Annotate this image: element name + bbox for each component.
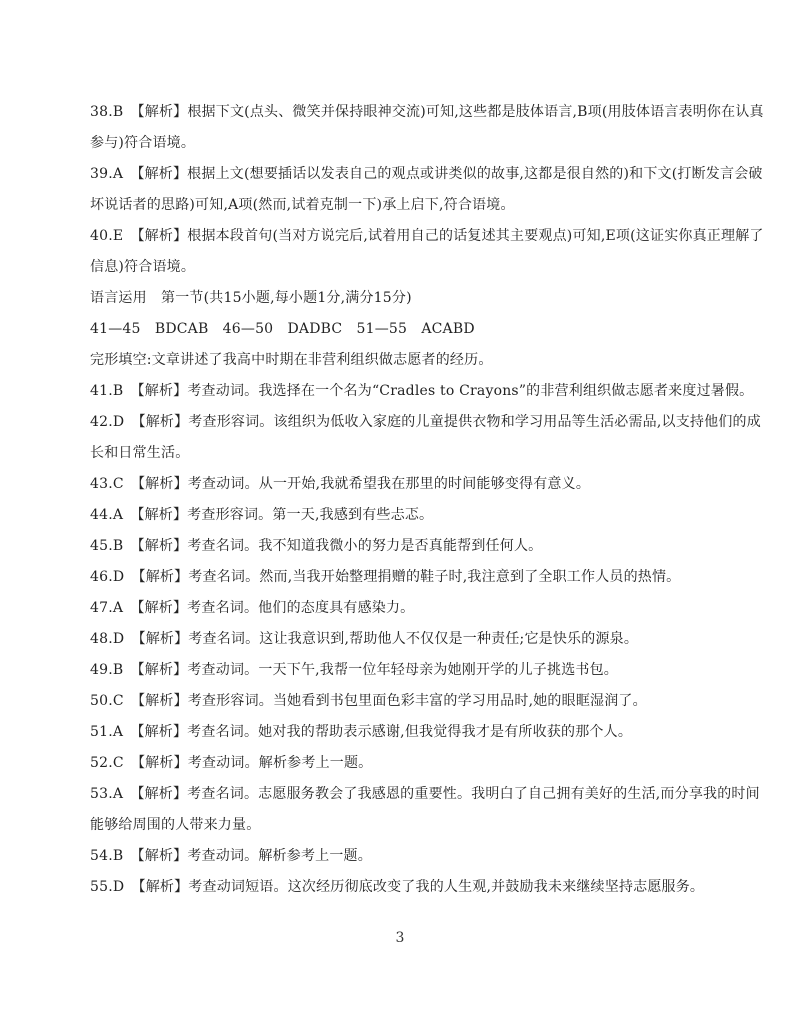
text-line-38-a: 38.B 【解析】根据下文(点头、微笑并保持眼神交流)可知,这些都是肢体语言,B项(用肢体语言表明你在认真 — [90, 104, 764, 120]
text-line-46: 46.D 【解析】考查名词。然而,当我开始整理捐赠的鞋子时,我注意到了全职工作人员的热情。 — [90, 569, 681, 585]
text-line-38-b: 参与)符合语境。 — [90, 135, 196, 151]
cloze-intro: 完形填空:文章讲述了我高中时期在非营利组织做志愿者的经历。 — [90, 352, 493, 368]
page-number: 3 — [395, 930, 405, 946]
text-line-45: 45.B 【解析】考查名词。我不知道我微小的努力是否真能帮到任何人。 — [90, 538, 543, 554]
text-line-54: 54.B 【解析】考查动词。解析参考上一题。 — [90, 848, 372, 864]
text-line-48: 48.D 【解析】考查名词。这让我意识到,帮助他人不仅仅是一种责任;它是快乐的源泉。 — [90, 631, 639, 647]
text-line-42-a: 42.D 【解析】考查形容词。该组织为低收入家庭的儿童提供衣物和学习用品等生活必需品,以支持他们的成 — [90, 414, 761, 430]
section-heading: 语言运用 第一节(共15小题,每小题1分,满分15分) — [90, 290, 412, 306]
text-line-53-a: 53.A 【解析】考查名词。志愿服务教会了我感恩的重要性。我明白了自己拥有美好的生活,而分享我的时间 — [90, 786, 760, 802]
text-line-43: 43.C 【解析】考查动词。从一开始,我就希望我在那里的时间能够变得有意义。 — [90, 476, 591, 492]
text-line-40-a: 40.E 【解析】根据本段首句(当对方说完后,试着用自己的话复述其主要观点)可知,E项(这证实你真正理解了 — [90, 228, 764, 244]
text-line-51: 51.A 【解析】考查名词。她对我的帮助表示感谢,但我觉得我才是有所收获的那个人。 — [90, 724, 633, 740]
answer-key-text — [90, 97, 764, 903]
text-line-47: 47.A 【解析】考查名词。他们的态度具有感染力。 — [90, 600, 415, 616]
text-line-53-b: 能够给周围的人带来力量。 — [90, 817, 261, 833]
text-line-55: 55.D 【解析】考查动词短语。这次经历彻底改变了我的人生观,并鼓励我未来继续坚持志愿服务。 — [90, 879, 705, 895]
text-line-41: 41.B 【解析】考查动词。我选择在一个名为“Cradles to Crayons”的非营利组织做志愿者来度过暑假。 — [90, 383, 754, 399]
text-line-39-b: 坏说话者的思路)可知,A项(然而,试着克制一下)承上启下,符合语境。 — [90, 197, 515, 213]
text-line-50: 50.C 【解析】考查形容词。当她看到书包里面色彩丰富的学习用品时,她的眼眶湿润了。 — [90, 693, 647, 709]
text-line-52: 52.C 【解析】考查动词。解析参考上一题。 — [90, 755, 373, 771]
text-line-49: 49.B 【解析】考查动词。一天下午,我帮一位年轻母亲为她刚开学的儿子挑选书包。 — [90, 662, 619, 678]
text-line-39-a: 39.A 【解析】根据上文(想要插话以发表自己的观点或讲类似的故事,这都是很自然的)和下文(打断发言会破 — [90, 166, 763, 182]
text-line-40-b: 信息)符合语境。 — [90, 259, 196, 275]
text-line-44: 44.A 【解析】考查形容词。第一天,我感到有些忐忑。 — [90, 507, 434, 523]
text-line-42-b: 长和日常生活。 — [90, 445, 190, 461]
answer-summary: 41—45 BDCAB 46—50 DADBC 51—55 ACABD — [90, 321, 475, 337]
